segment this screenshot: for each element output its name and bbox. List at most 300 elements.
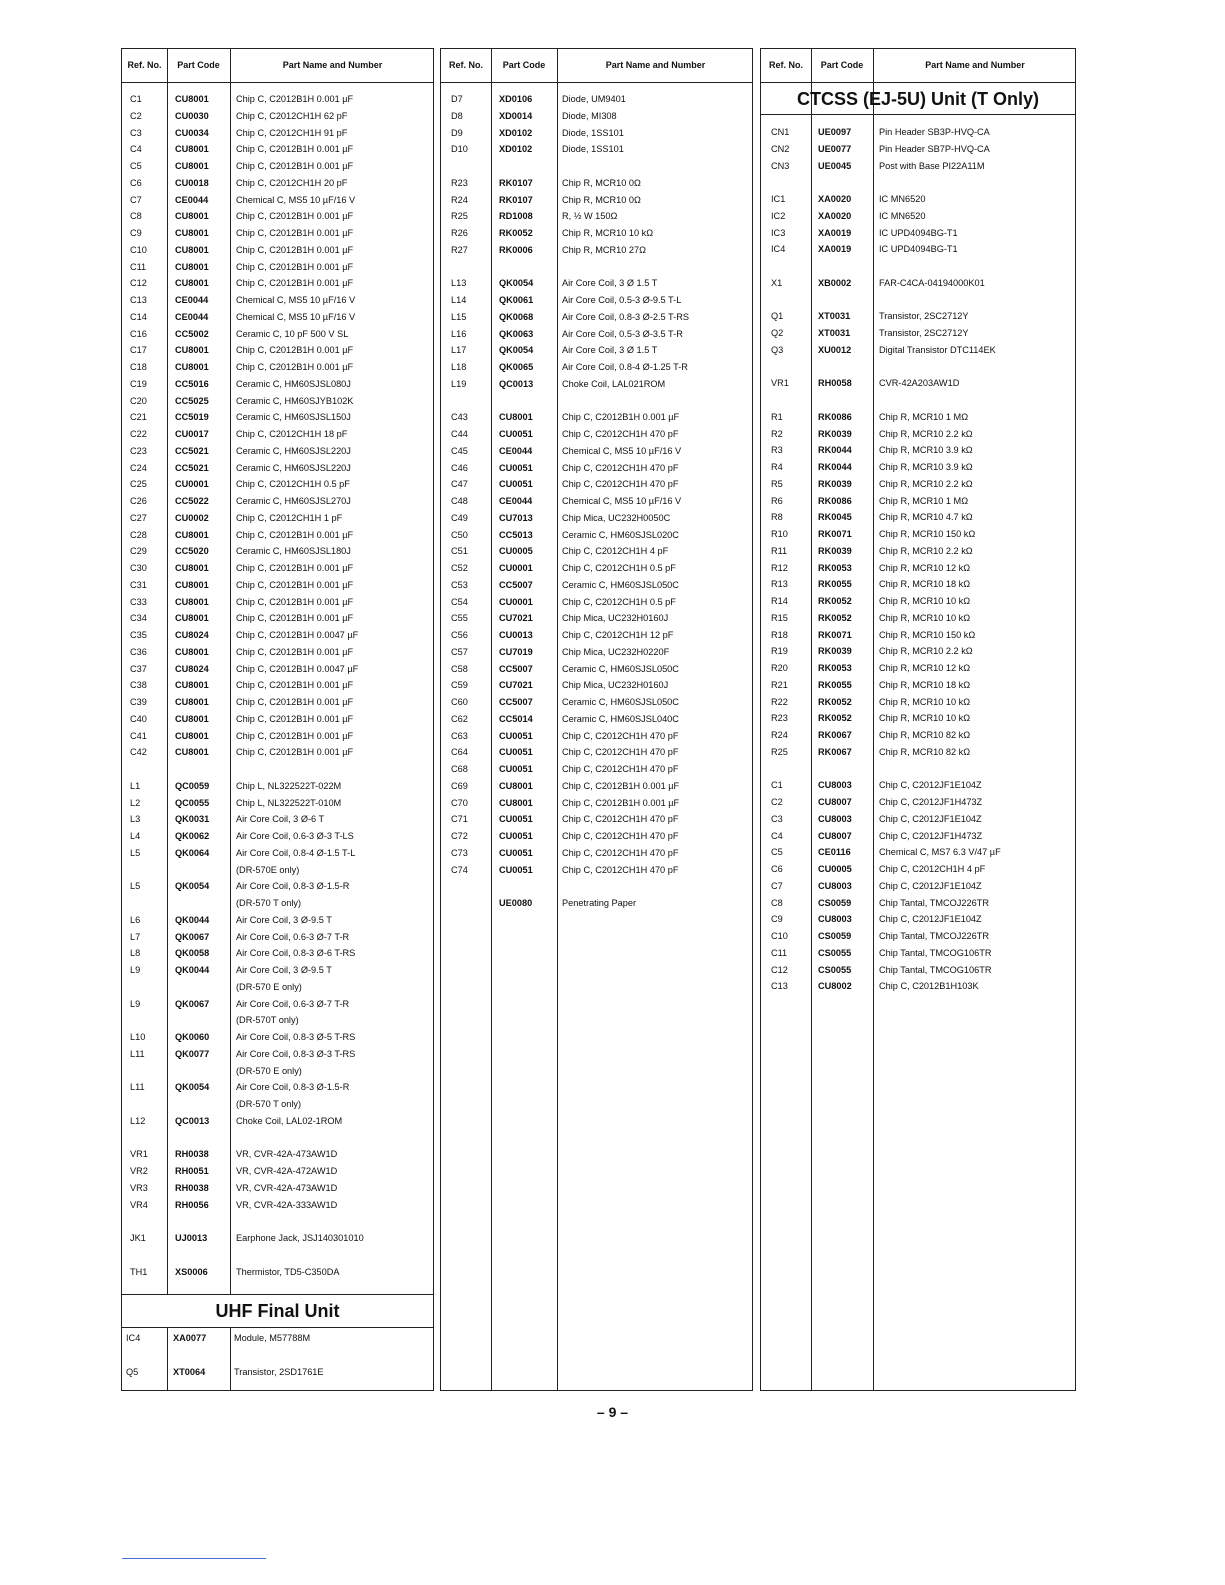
ref-no: L15 (451, 311, 467, 322)
part-name: Air Core Coil, 0.8-3 Ø-2.5 T-RS (562, 311, 689, 322)
part-code: XT0064 (173, 1366, 206, 1377)
part-code: XA0019 (818, 227, 852, 238)
table-row (122, 359, 433, 376)
part-code: RK0052 (818, 596, 852, 606)
ref-no: R24 (771, 730, 788, 740)
part-name: Chip C, C2012CH1H 18 pF (236, 429, 348, 439)
part-name: Post with Base PI22A11M (879, 160, 985, 171)
part-name: Air Core Coil, 0.8-3 Ø-1.5-R (236, 1082, 350, 1093)
part-code: RK0067 (818, 746, 852, 757)
table-row (441, 560, 752, 577)
table-row (122, 342, 433, 359)
table-row (761, 777, 1075, 794)
part-code: CU0034 (175, 127, 209, 138)
table-row (122, 979, 433, 996)
part-code: RK0053 (818, 663, 852, 673)
part-name: Chip C, C2012JF1E104Z (879, 813, 982, 824)
part-name: Chip Mica, UC232H0050C (562, 512, 671, 523)
part-name: Chip C, C2012B1H 0.001 µF (236, 211, 354, 222)
part-code: CU8024 (175, 630, 209, 640)
table-row (441, 108, 752, 125)
part-code: RK0052 (818, 713, 852, 724)
ref-no: D9 (451, 127, 463, 138)
part-code: CU0005 (499, 546, 533, 557)
part-name: Chip C, C2012B1H 0.001 µF (236, 563, 354, 573)
ref-no: R6 (771, 495, 783, 506)
table-row (122, 644, 433, 661)
table-row (441, 409, 752, 426)
ref-no: C38 (130, 680, 147, 691)
table-row (122, 376, 433, 393)
part-code: QK0061 (499, 295, 534, 305)
table-row (122, 661, 433, 678)
ref-no: C62 (451, 713, 468, 724)
part-name: Chip C, C2012B1H 0.001 µF (236, 730, 354, 741)
ref-no: C36 (130, 646, 147, 657)
ref-no: C9 (130, 228, 142, 238)
table-row (122, 945, 433, 962)
table-row (122, 1163, 433, 1180)
table-row (122, 208, 433, 225)
ref-no: C12 (771, 964, 788, 975)
table-row (122, 778, 433, 795)
part-code: CU0051 (499, 747, 533, 758)
table-row (122, 1180, 433, 1197)
ref-no: X1 (771, 277, 783, 288)
table-row (441, 443, 752, 460)
part-code: CC5021 (175, 462, 209, 473)
part-code: CU0017 (175, 429, 209, 439)
part-name: Chip C, C2012CH1H 470 pF (562, 747, 679, 758)
ref-no: C16 (130, 328, 147, 339)
part-name: Ceramic C, HM60SJSL050C (562, 579, 679, 590)
table-row (441, 610, 752, 627)
table-row (441, 845, 752, 862)
table-row (122, 1079, 433, 1096)
part-name: Chip R, MCR10 12 kΩ (879, 562, 971, 573)
part-name: Air Core Coil, 3 Ø 1.5 T (562, 278, 658, 289)
part-code: RK0052 (499, 228, 533, 238)
part-name: VR, CVR-42A-473AW1D (236, 1182, 338, 1193)
part-name: Chip C, C2012B1H 0.001 µF (236, 94, 354, 104)
table-row (122, 225, 433, 242)
part-code: QK0054 (175, 881, 210, 892)
part-name: Chemical C, MS5 10 µF/16 V (562, 445, 682, 456)
part-code: CU8001 (175, 211, 209, 222)
part-name: Air Core Coil, 0.8-3 Ø-6 T-RS (236, 948, 356, 959)
part-code: RK0067 (818, 730, 852, 740)
ref-no: C70 (451, 797, 468, 808)
ref-no: VR3 (130, 1182, 148, 1193)
table-row (122, 393, 433, 410)
part-name: Chip L, NL322522T-010M (236, 797, 342, 808)
ref-no: C50 (451, 529, 468, 540)
part-code: QK0054 (175, 1082, 210, 1093)
part-code: RK0071 (818, 629, 852, 640)
part-name: Pin Header SB7P-HVQ-CA (879, 143, 990, 154)
part-code: CS0059 (818, 931, 852, 941)
ref-no: D8 (451, 110, 463, 121)
table-row (761, 643, 1075, 660)
table-row (122, 962, 433, 979)
table-row (122, 1063, 433, 1080)
part-code: CU8001 (175, 730, 209, 741)
ref-no: C28 (130, 529, 147, 540)
ref-no: Q5 (126, 1366, 139, 1377)
ref-no: L5 (130, 847, 141, 858)
ref-no: C49 (451, 512, 468, 523)
table-row (761, 493, 1075, 510)
table-row (122, 527, 433, 544)
table-row (761, 124, 1075, 141)
ref-no: R1 (771, 411, 783, 422)
table-row (761, 828, 1075, 845)
part-name: VR, CVR-42A-333AW1D (236, 1199, 338, 1210)
ref-no: C72 (451, 831, 468, 841)
ref-no: C73 (451, 847, 468, 858)
header-ref: Ref. No. (127, 60, 162, 70)
table-row (761, 560, 1075, 577)
ref-no: IC4 (771, 244, 786, 255)
ref-no: L7 (130, 931, 141, 942)
part-code: QK0068 (499, 311, 534, 322)
part-name: Chip Tantal, TMCOJ226TR (879, 931, 989, 941)
part-name: Transistor, 2SC2712Y (879, 328, 969, 338)
table-row (122, 577, 433, 594)
table-row (761, 308, 1075, 325)
ref-no: R20 (771, 663, 788, 673)
ref-no: C5 (771, 847, 783, 858)
part-name: Diode, MI308 (562, 110, 617, 121)
part-name: Chip R, MCR10 1 MΩ (879, 495, 969, 506)
table-row (441, 225, 752, 242)
part-name: Chip C, C2012CH1H 4 pF (879, 864, 986, 874)
part-code: CU8001 (175, 713, 209, 724)
ref-no: C3 (771, 813, 783, 824)
table-row (441, 192, 752, 209)
ref-no: C71 (451, 814, 468, 825)
table-row (761, 627, 1075, 644)
ref-no: R8 (771, 512, 783, 523)
part-code: CU8001 (175, 244, 209, 255)
ref-no: C8 (130, 211, 142, 222)
table-row (441, 694, 752, 711)
table-row (441, 543, 752, 560)
part-name: (DR-570 T only) (236, 898, 302, 908)
part-code: RH0051 (175, 1166, 209, 1176)
ref-no: C4 (130, 144, 142, 155)
ref-no: C55 (451, 613, 468, 624)
part-code: RK0052 (818, 696, 852, 707)
part-code: CU8007 (818, 797, 852, 807)
part-name: Chip R, MCR10 2.2 kΩ (879, 428, 973, 439)
ref-no: R14 (771, 596, 788, 606)
part-code: CU8001 (175, 697, 209, 707)
table-row (441, 527, 752, 544)
part-code: CU7019 (499, 646, 533, 657)
part-code: XD0102 (499, 144, 533, 155)
ref-no: C20 (130, 395, 147, 406)
ref-no: C11 (130, 261, 147, 272)
ref-no: L12 (130, 1115, 146, 1126)
table-row (761, 945, 1075, 962)
table-row (761, 158, 1075, 175)
table-row (122, 845, 433, 862)
part-code: RK0039 (818, 478, 852, 489)
part-code: CU8001 (175, 144, 209, 155)
part-code: CU0051 (499, 479, 533, 490)
table-row (441, 242, 752, 259)
ref-no: C3 (130, 127, 142, 138)
table-header (761, 49, 1075, 83)
part-name: Chip C, C2012CH1H 470 pF (562, 847, 679, 858)
ref-no: C41 (130, 730, 147, 741)
section-title-ctcss-unit: CTCSS (EJ-5U) Unit (T Only) (761, 84, 1075, 115)
table-row (441, 811, 752, 828)
header-part-name: Part Name and Number (925, 60, 1025, 70)
table-row (122, 912, 433, 929)
part-name: Chip C, C2012CH1H 4 pF (562, 546, 669, 557)
table-header (122, 49, 433, 83)
ref-no: CN3 (771, 160, 790, 171)
header-part-name: Part Name and Number (282, 60, 383, 70)
ref-no: C57 (451, 646, 468, 657)
ref-no: D7 (451, 94, 463, 104)
ref-no: IC4 (126, 1333, 141, 1343)
header-part-code: Part Code (820, 60, 864, 70)
part-code: CC5002 (175, 328, 209, 339)
part-name: Air Core Coil, 3 Ø-9.5 T (236, 914, 332, 925)
part-name: Ceramic C, HM60SJSL050C (562, 663, 679, 674)
ref-no: C63 (451, 730, 468, 741)
part-code: UE0077 (818, 143, 852, 154)
table-row (122, 610, 433, 627)
part-name: Chemical C, MS5 10 µF/16 V (236, 194, 356, 205)
part-code: CU8001 (499, 412, 533, 423)
part-name: Diode, 1SS101 (562, 127, 624, 138)
table-row (441, 460, 752, 477)
part-name: Chip R, MCR10 82 kΩ (879, 730, 971, 740)
part-name: Air Core Coil, 0.5-3 Ø-3.5 T-R (562, 328, 683, 339)
part-code: CU8001 (175, 680, 209, 691)
part-code: XA0019 (818, 244, 852, 255)
ref-no: R12 (771, 562, 788, 573)
table-row (441, 426, 752, 443)
table-row (761, 794, 1075, 811)
part-name: Air Core Coil, 0.8-3 Ø-5 T-RS (236, 1032, 356, 1042)
part-code: QK0044 (175, 914, 210, 925)
part-code: XD0106 (499, 94, 533, 104)
part-code: CU8001 (175, 345, 209, 356)
part-code: CU8001 (175, 613, 209, 624)
table-row (122, 510, 433, 527)
ref-no: C34 (130, 613, 147, 624)
table-row (761, 677, 1075, 694)
part-name: (DR-570T only) (236, 1015, 299, 1026)
ref-no: C48 (451, 496, 468, 506)
table-row (441, 644, 752, 661)
ref-no: L13 (451, 278, 467, 289)
part-name: Chip R, MCR10 10 kΩ (879, 596, 971, 606)
ref-no: R3 (771, 445, 783, 456)
ref-no: C27 (130, 512, 147, 523)
ref-no: C22 (130, 429, 147, 439)
table-row (441, 728, 752, 745)
part-code: CU8003 (818, 780, 852, 791)
part-name: Chip Tantal, TMCOJ226TR (879, 897, 989, 908)
part-name: Chip C, C2012B1H 0.001 µF (236, 579, 354, 590)
ref-no: Q1 (771, 311, 784, 322)
table-row (761, 593, 1075, 610)
ref-no: R19 (771, 646, 788, 657)
part-name: Ceramic C, 10 pF 500 V SL (236, 328, 349, 339)
part-name: Chip Tantal, TMCOG106TR (879, 964, 992, 975)
ref-no: C17 (130, 345, 147, 356)
part-name: Chip C, C2012B1H 0.001 µF (562, 780, 680, 791)
part-code: QK0044 (175, 965, 210, 975)
ref-no: C40 (130, 713, 147, 724)
ref-no: L3 (130, 814, 141, 825)
ref-no: R24 (451, 194, 468, 205)
table-row (122, 91, 433, 108)
part-name: Chip C, C2012B1H 0.001 µF (236, 613, 354, 624)
ref-no: C1 (130, 94, 142, 104)
part-code: CU8003 (818, 914, 852, 925)
ref-no: R25 (771, 746, 788, 757)
table-row (761, 325, 1075, 342)
table-row (441, 744, 752, 761)
part-name: Chip C, C2012B1H 0.001 µF (236, 278, 354, 289)
part-name: Ceramic C, HM60SJSL220J (236, 445, 351, 456)
part-code: CU8001 (499, 797, 533, 808)
part-code: CU8024 (175, 663, 209, 674)
ref-no: C51 (451, 546, 468, 557)
ref-no: C45 (451, 445, 468, 456)
ref-no: JK1 (130, 1233, 146, 1243)
ref-no: VR1 (130, 1149, 148, 1160)
table-row (122, 1230, 433, 1247)
part-code: RK0052 (818, 612, 852, 623)
table-row (122, 694, 433, 711)
part-code: CU0051 (499, 847, 533, 858)
part-name: Chip C, C2012CH1H 0.5 pF (562, 563, 676, 573)
part-name: Ceramic C, HM60SJSL050C (562, 697, 679, 707)
table-row (761, 911, 1075, 928)
part-name: Chip R, MCR10 2.2 kΩ (879, 646, 973, 657)
part-code: RH0038 (175, 1182, 209, 1193)
table-row (122, 1046, 433, 1063)
part-code: RK0071 (818, 529, 852, 539)
table-row (441, 510, 752, 527)
table-row (761, 509, 1075, 526)
ref-no: C23 (130, 445, 147, 456)
part-code: RK0045 (818, 512, 852, 523)
part-code: CU8001 (175, 529, 209, 540)
ref-no: C58 (451, 663, 468, 674)
ref-no: R2 (771, 428, 783, 439)
part-name: Chip C, C2012B1H 0.001 µF (236, 697, 354, 707)
part-code: RK0044 (818, 462, 852, 472)
part-code: CU0030 (175, 110, 209, 121)
ref-no: R25 (451, 211, 468, 222)
ref-no: L17 (451, 345, 467, 356)
ref-no: L5 (130, 881, 141, 892)
parts-table-left (121, 48, 434, 1391)
ref-no: L4 (130, 831, 141, 841)
part-code: UE0097 (818, 127, 852, 137)
table-row (761, 811, 1075, 828)
table-row (761, 225, 1075, 242)
ref-no: C46 (451, 462, 468, 473)
table-row (761, 543, 1075, 560)
ref-no: R21 (771, 679, 788, 690)
ref-no: C54 (451, 596, 468, 607)
ref-no: R4 (771, 462, 783, 472)
table-row (441, 778, 752, 795)
part-code: CU0001 (175, 479, 209, 490)
ref-no: C14 (130, 311, 147, 322)
part-code: CU8001 (499, 780, 533, 791)
part-code: UE0045 (818, 160, 852, 171)
table-row (122, 259, 433, 276)
part-name: Chip C, C2012CH1H 470 pF (562, 462, 679, 473)
table-row (122, 560, 433, 577)
table-row (441, 125, 752, 142)
ref-no: C6 (771, 864, 783, 874)
table-row (441, 175, 752, 192)
part-name: Chip C, C2012B1H 0.0047 µF (236, 663, 359, 674)
table-row (441, 376, 752, 393)
part-name: Air Core Coil, 0.6-3 Ø-7 T-R (236, 998, 350, 1009)
table-row (122, 1364, 433, 1381)
ref-no: C30 (130, 563, 147, 573)
ref-no: C12 (130, 278, 147, 289)
table-row (761, 710, 1075, 727)
table-row (122, 828, 433, 845)
table-row (122, 1113, 433, 1130)
part-name: Chip C, C2012B1H 0.001 µF (562, 797, 680, 808)
table-row (122, 409, 433, 426)
part-code: XB0002 (818, 277, 852, 288)
part-code: CC5007 (499, 663, 533, 674)
part-name: Chip C, C2012CH1H 1 pF (236, 512, 343, 523)
table-row (441, 208, 752, 225)
part-code: QK0067 (175, 998, 210, 1009)
part-code: CU8001 (175, 94, 209, 104)
part-code: QK0064 (175, 847, 210, 858)
part-name: Digital Transistor DTC114EK (879, 344, 996, 355)
part-name: Chip C, C2012CH1H 470 pF (562, 429, 679, 439)
part-name: Chip C, C2012B1H 0.001 µF (236, 345, 354, 356)
ref-no: R10 (771, 529, 788, 539)
ref-no: R15 (771, 612, 788, 623)
part-code: QC0055 (175, 797, 210, 808)
part-code: QK0058 (175, 948, 210, 959)
part-name: Chip C, C2012CH1H 470 pF (562, 479, 679, 490)
ref-no: CN2 (771, 143, 790, 154)
ref-no: C60 (451, 697, 468, 707)
part-code: XD0102 (499, 127, 533, 138)
part-name: Air Core Coil, 0.8-3 Ø-1.5-R (236, 881, 350, 892)
table-row (122, 594, 433, 611)
part-code: CU8001 (175, 579, 209, 590)
table-row (122, 493, 433, 510)
table-row (122, 460, 433, 477)
section-title-uhf-final-unit: UHF Final Unit (122, 1294, 433, 1328)
ref-no: C39 (130, 697, 147, 707)
part-code: CU0051 (499, 730, 533, 741)
part-name: Air Core Coil, 0.6-3 Ø-7 T-R (236, 931, 350, 942)
